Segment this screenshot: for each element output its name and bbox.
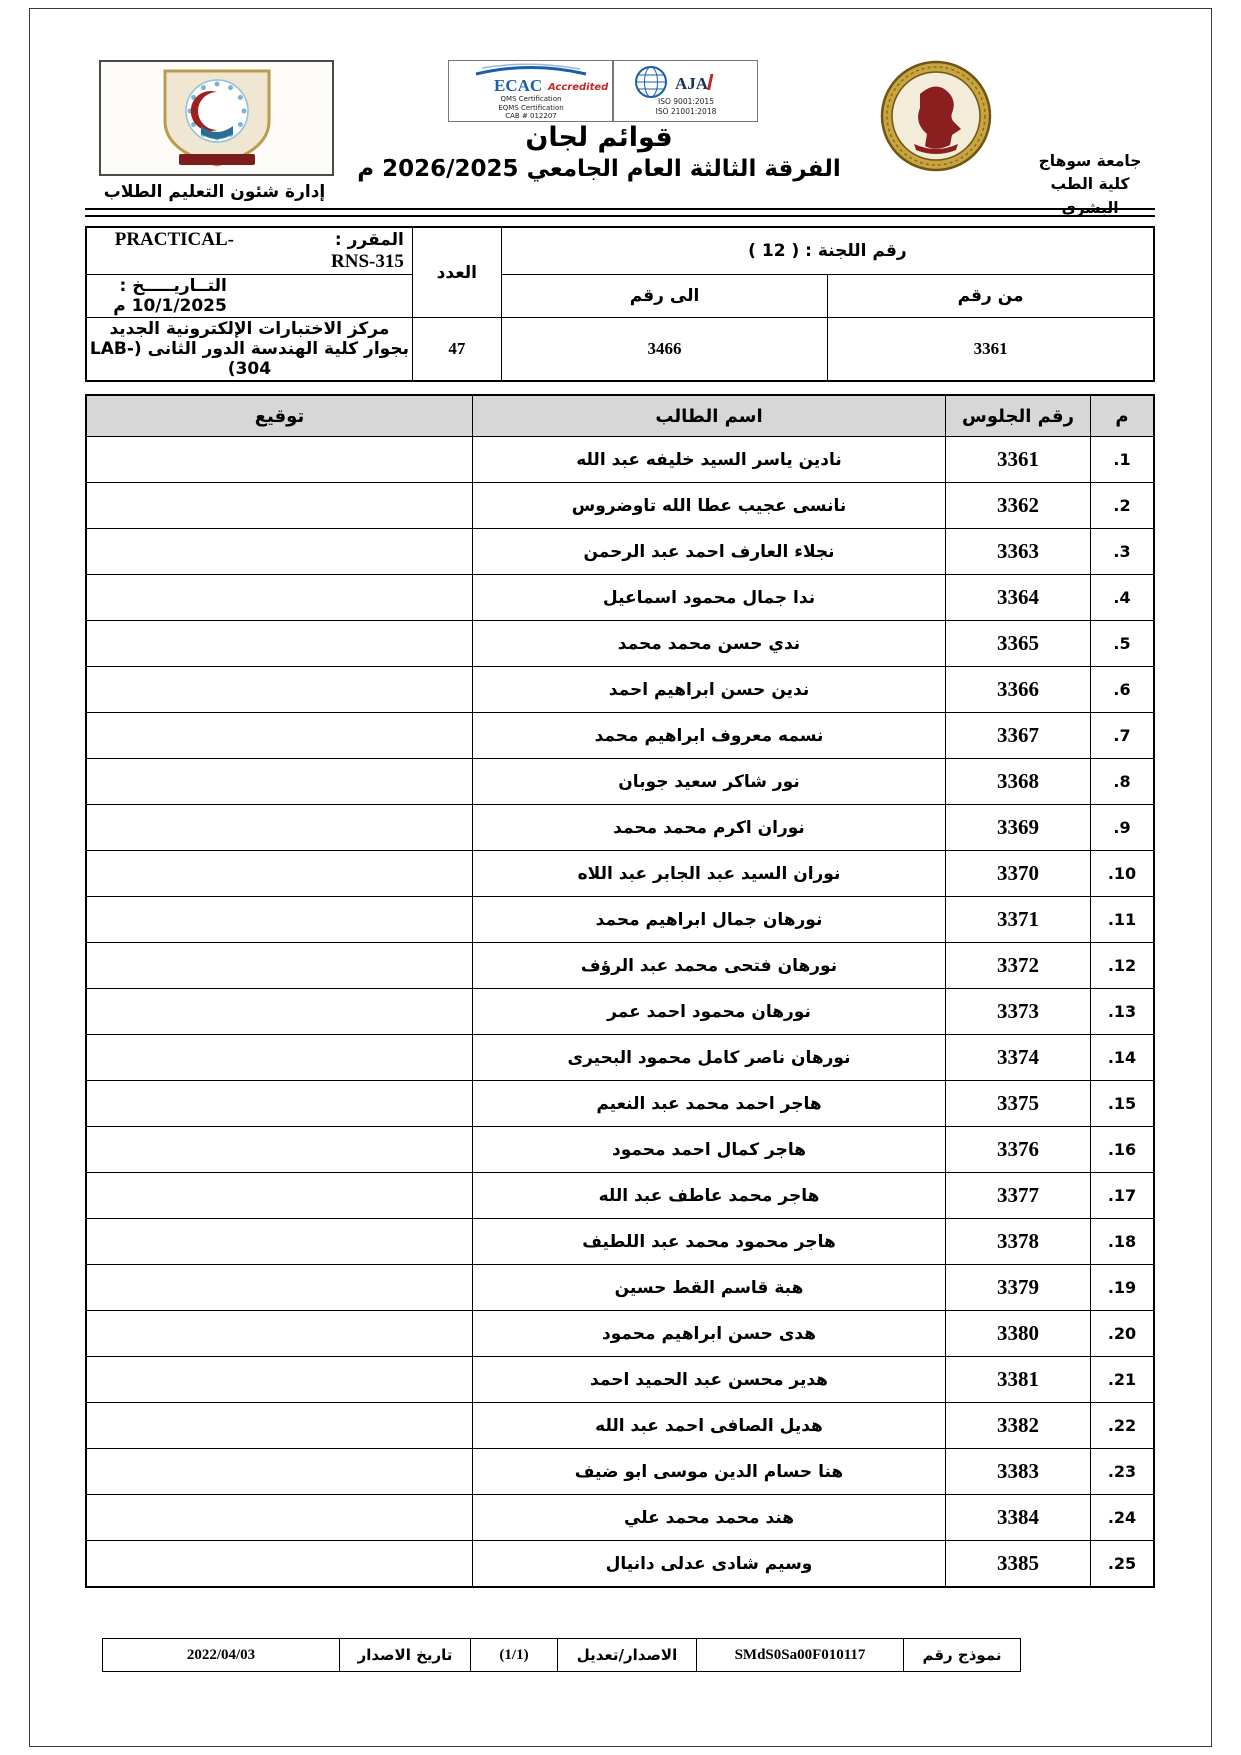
row-student-name: ندا جمال محمود اسماعيل [473, 575, 946, 621]
aja-logo [613, 60, 758, 122]
page-subtitle: الفرقة الثالثة العام الجامعي 2026/2025 م [357, 156, 841, 182]
course-cell [86, 227, 412, 275]
row-serial: 8. [1091, 759, 1155, 805]
row-student-name: هدى حسن ابراهيم محمود [473, 1311, 946, 1357]
row-serial: 22. [1091, 1403, 1155, 1449]
table-row [86, 759, 1154, 805]
exam-date: التــاريـــــخ : 10/1/2025 م [86, 275, 412, 318]
header-signature: توقيع [86, 395, 473, 437]
to-label: الى رقم [501, 275, 827, 318]
header [85, 58, 1155, 217]
row-signature-cell [86, 437, 473, 483]
row-seat-number: 3380 [946, 1311, 1091, 1357]
svg-text:ISO 21001:2018: ISO 21001:2018 [655, 107, 716, 116]
table-row [86, 1265, 1154, 1311]
table-row [86, 437, 1154, 483]
table-row [86, 483, 1154, 529]
row-signature-cell [86, 759, 473, 805]
row-student-name: هدير محسن عبد الحميد احمد [473, 1357, 946, 1403]
student-table-body [86, 437, 1154, 1588]
row-seat-number: 3375 [946, 1081, 1091, 1127]
row-student-name: هبة قاسم القط حسين [473, 1265, 946, 1311]
exam-location: مركز الاختبارات الإلكترونية الجديد بجوار كلية الهندسة الدور الثانى (LAB-304) [86, 318, 412, 382]
row-signature-cell [86, 667, 473, 713]
university-emblem [880, 60, 992, 172]
row-student-name: هديل الصافى احمد عبد الله [473, 1403, 946, 1449]
page-title: قوائم لجان [525, 122, 673, 153]
count-value: 47 [412, 318, 501, 382]
page-content [85, 0, 1155, 1672]
table-row [86, 897, 1154, 943]
row-seat-number: 3379 [946, 1265, 1091, 1311]
row-signature-cell [86, 713, 473, 759]
row-seat-number: 3382 [946, 1403, 1091, 1449]
table-row [86, 621, 1154, 667]
row-signature-cell [86, 1265, 473, 1311]
row-student-name: نور شاكر سعيد جوبان [473, 759, 946, 805]
row-signature-cell [86, 989, 473, 1035]
table-row [86, 529, 1154, 575]
row-student-name: هاجر كمال احمد محمود [473, 1127, 946, 1173]
faculty-name: كلية الطب البشرى [1050, 175, 1130, 217]
table-row [86, 1173, 1154, 1219]
header-student-name: اسم الطالب [473, 395, 946, 437]
row-student-name: هنا حسام الدين موسى ابو ضيف [473, 1449, 946, 1495]
row-signature-cell [86, 1541, 473, 1588]
row-signature-cell [86, 1081, 473, 1127]
row-signature-cell [86, 1127, 473, 1173]
row-signature-cell [86, 1495, 473, 1541]
row-seat-number: 3372 [946, 943, 1091, 989]
table-row [86, 713, 1154, 759]
row-student-name: هند محمد محمد علي [473, 1495, 946, 1541]
row-student-name: نجلاء العارف احمد عبد الرحمن [473, 529, 946, 575]
row-signature-cell [86, 851, 473, 897]
row-student-name: نورهان ناصر كامل محمود البحيرى [473, 1035, 946, 1081]
row-serial: 24. [1091, 1495, 1155, 1541]
student-table [85, 394, 1155, 1588]
svg-text:CAB # 012207: CAB # 012207 [504, 112, 557, 120]
row-seat-number: 3368 [946, 759, 1091, 805]
row-signature-cell [86, 575, 473, 621]
row-student-name: هاجر احمد محمد عبد النعيم [473, 1081, 946, 1127]
row-seat-number: 3365 [946, 621, 1091, 667]
row-serial: 12. [1091, 943, 1155, 989]
row-signature-cell [86, 1311, 473, 1357]
table-header-row [86, 395, 1154, 437]
svg-text:ECAC: ECAC [493, 76, 542, 95]
row-student-name: نادين ياسر السيد خليفه عبد الله [473, 437, 946, 483]
form-number-value: SMdS0Sa00F010117 [697, 1639, 904, 1672]
form-number-label: نموذج رقم [904, 1639, 1021, 1672]
row-serial: 21. [1091, 1357, 1155, 1403]
issue-date-label: تاريخ الاصدار [340, 1639, 471, 1672]
from-value: 3361 [828, 318, 1154, 382]
row-seat-number: 3361 [946, 437, 1091, 483]
row-seat-number: 3373 [946, 989, 1091, 1035]
table-row [86, 943, 1154, 989]
row-signature-cell [86, 1449, 473, 1495]
table-row [86, 1035, 1154, 1081]
row-serial: 6. [1091, 667, 1155, 713]
row-signature-cell [86, 943, 473, 989]
row-signature-cell [86, 621, 473, 667]
row-serial: 4. [1091, 575, 1155, 621]
row-signature-cell [86, 483, 473, 529]
course-code: PRACTICAL-RNS-315 [114, 229, 404, 272]
course-label: المقرر : [334, 230, 404, 250]
row-seat-number: 3371 [946, 897, 1091, 943]
row-serial: 10. [1091, 851, 1155, 897]
table-row [86, 1081, 1154, 1127]
row-seat-number: 3370 [946, 851, 1091, 897]
row-serial: 1. [1091, 437, 1155, 483]
table-row [86, 1127, 1154, 1173]
row-serial: 9. [1091, 805, 1155, 851]
row-seat-number: 3363 [946, 529, 1091, 575]
row-serial: 18. [1091, 1219, 1155, 1265]
header-seat-number: رقم الجلوس [946, 395, 1091, 437]
row-seat-number: 3364 [946, 575, 1091, 621]
table-row [86, 1219, 1154, 1265]
table-row [86, 1541, 1154, 1588]
row-serial: 17. [1091, 1173, 1155, 1219]
table-row [86, 1403, 1154, 1449]
svg-text:EQMS Certification: EQMS Certification [497, 104, 564, 112]
table-row [86, 1311, 1154, 1357]
table-row [86, 805, 1154, 851]
row-serial: 14. [1091, 1035, 1155, 1081]
header-divider [85, 208, 1155, 217]
row-seat-number: 3385 [946, 1541, 1091, 1588]
row-serial: 19. [1091, 1265, 1155, 1311]
ecac-logo [448, 60, 613, 122]
row-signature-cell [86, 805, 473, 851]
count-label: العدد [412, 227, 501, 318]
row-student-name: ندي حسن محمد محمد [473, 621, 946, 667]
row-seat-number: 3383 [946, 1449, 1091, 1495]
row-student-name: ندين حسن ابراهيم احمد [473, 667, 946, 713]
issue-date-value: 2022/04/03 [103, 1639, 340, 1672]
certification-logos [448, 60, 758, 122]
row-student-name: نورهان جمال ابراهيم محمد [473, 897, 946, 943]
table-row [86, 1357, 1154, 1403]
row-serial: 5. [1091, 621, 1155, 667]
row-signature-cell [86, 1403, 473, 1449]
issue-value: (1/1) [471, 1639, 558, 1672]
row-seat-number: 3384 [946, 1495, 1091, 1541]
info-row-2 [86, 275, 1154, 318]
to-value: 3466 [501, 318, 827, 382]
row-serial: 11. [1091, 897, 1155, 943]
row-student-name: نانسى عجيب عطا الله تاوضروس [473, 483, 946, 529]
exam-info-table [85, 226, 1155, 382]
faculty-emblem-box [99, 60, 334, 176]
table-row [86, 667, 1154, 713]
row-seat-number: 3376 [946, 1127, 1091, 1173]
university-name: جامعة سوهاج [1038, 152, 1142, 170]
row-serial: 13. [1091, 989, 1155, 1035]
row-serial: 3. [1091, 529, 1155, 575]
table-row [86, 989, 1154, 1035]
row-student-name: نوران اكرم محمد محمد [473, 805, 946, 851]
from-label: من رقم [828, 275, 1154, 318]
row-serial: 23. [1091, 1449, 1155, 1495]
row-serial: 16. [1091, 1127, 1155, 1173]
row-seat-number: 3377 [946, 1173, 1091, 1219]
university-name-block [1025, 150, 1155, 220]
faculty-emblem-icon [156, 66, 278, 170]
row-serial: 7. [1091, 713, 1155, 759]
row-signature-cell [86, 1219, 473, 1265]
row-student-name: نسمه معروف ابراهيم محمد [473, 713, 946, 759]
committee-number: رقم اللجنة : ( 12 ) [501, 227, 1154, 275]
row-student-name: هاجر محمود محمد عبد اللطيف [473, 1219, 946, 1265]
row-signature-cell [86, 1173, 473, 1219]
table-row [86, 851, 1154, 897]
titles [329, 122, 869, 182]
row-seat-number: 3381 [946, 1357, 1091, 1403]
issue-label: الاصدار/تعديل [558, 1639, 697, 1672]
header-serial: م [1091, 395, 1155, 437]
svg-text:ISO 9001:2015: ISO 9001:2015 [657, 97, 714, 106]
row-seat-number: 3366 [946, 667, 1091, 713]
svg-text:Accredited: Accredited [547, 82, 608, 93]
row-seat-number: 3362 [946, 483, 1091, 529]
svg-text:QMS Certification: QMS Certification [500, 95, 561, 103]
row-serial: 15. [1091, 1081, 1155, 1127]
table-row [86, 1449, 1154, 1495]
aja-globe-icon [617, 62, 755, 120]
ecac-accredited-icon [452, 62, 610, 120]
footer-row [103, 1639, 1021, 1672]
info-row-1 [86, 227, 1154, 275]
svg-text:AJA: AJA [674, 74, 708, 93]
row-signature-cell [86, 1035, 473, 1081]
table-row [86, 1495, 1154, 1541]
row-serial: 25. [1091, 1541, 1155, 1588]
row-student-name: نوران السيد عبد الجابر عبد اللاه [473, 851, 946, 897]
row-student-name: نورهان فتحى محمد عبد الرؤف [473, 943, 946, 989]
row-student-name: وسيم شادى عدلى دانيال [473, 1541, 946, 1588]
row-signature-cell [86, 1357, 473, 1403]
admin-caption: إدارة شئون التعليم الطلاب [103, 182, 326, 202]
row-serial: 20. [1091, 1311, 1155, 1357]
university-emblem-icon [880, 60, 992, 172]
row-signature-cell [86, 529, 473, 575]
row-signature-cell [86, 897, 473, 943]
row-student-name: نورهان محمود احمد عمر [473, 989, 946, 1035]
table-row [86, 575, 1154, 621]
footer-table [102, 1638, 1021, 1672]
row-seat-number: 3369 [946, 805, 1091, 851]
row-serial: 2. [1091, 483, 1155, 529]
info-row-3 [86, 318, 1154, 382]
row-seat-number: 3374 [946, 1035, 1091, 1081]
row-seat-number: 3378 [946, 1219, 1091, 1265]
row-student-name: هاجر محمد عاطف عبد الله [473, 1173, 946, 1219]
row-seat-number: 3367 [946, 713, 1091, 759]
